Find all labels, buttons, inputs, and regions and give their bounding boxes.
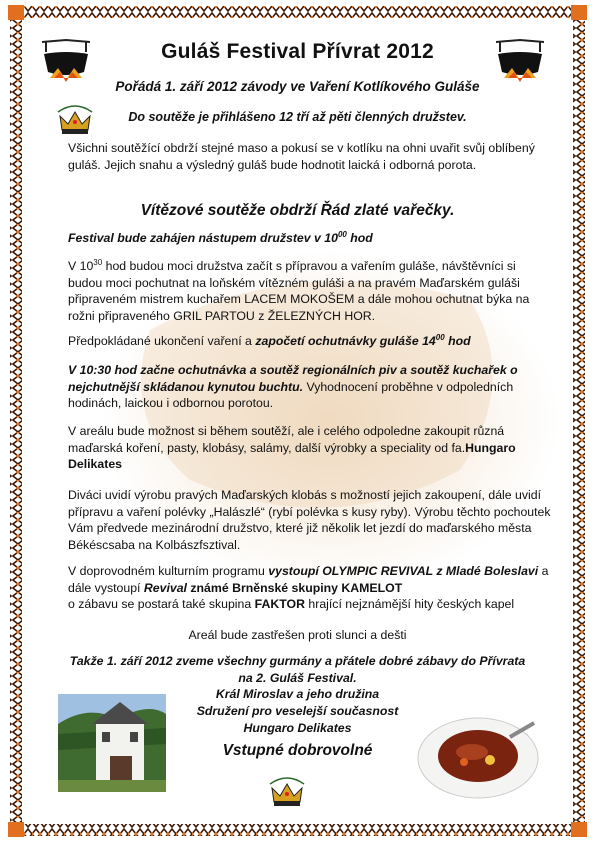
page-title: Guláš Festival Přívrat 2012 — [161, 40, 434, 63]
flyer-content — [40, 0, 555, 842]
organizer-2: Sdružení pro veselejší současnost — [196, 704, 399, 719]
program-paragraph-4: V areálu bude možnost si během soutěží, ale i celého odpoledne zakoupit různá maďarská koření, pasty, klobásy, salámy, další výrobky a speciality od fa.Hungaro Delikates — [68, 424, 516, 472]
program-paragraph-6: V doprovodném kulturním programu vystoupí OLYMPIC REVIVAL z Mladé Boleslavi a dále vystoupí Revival známé Brněnské skupiny KAMELOT o zábavu se postará také skupina FAKTOR hrající nejznámější hity českých kapel — [68, 564, 549, 612]
intro-paragraph: Všichni soutěžící obdrží stejné maso a pokusí se v kotlíku na ohni uvařit svůj oblíbený guláš. Jejich snahu a výsledný guláš bude hodnotit laická i odborná porota. — [68, 141, 535, 172]
closing-invitation — [60, 653, 535, 737]
roof-note: Areál bude zastřešen proti slunci a dešti — [188, 628, 407, 642]
organizer-3: Hungaro Delikates — [243, 720, 352, 735]
award-heading: Vítězové soutěže obdrží Řád zlaté vařečky. — [140, 202, 455, 219]
closing-line-2: na 2. Guláš Festival. — [238, 670, 357, 685]
program-paragraph-5: Diváci uvidí výrobu pravých Maďarských klobás s možností jejich zakoupení, dále uvidí přípravu a vaření polévky „Halászlé“ (rybí polévka s kusy ryby). Výrobu těchto pochoutek Vám předvede mezinárodní družstvo, které již několik let jezdí do maďarského města Békéscsaba na Kolbászfsztival. — [68, 488, 551, 553]
program-paragraph-1: V $10^{30}$ hod budou moci družstva začít s přípravou a vařením guláše, návštěvníci si budou moci pochutnat na loňském vítězném guláši a na pravém Maďarském guláši připraveném mistrem kuchařem LACEM MOKOŠEM a dále mohou ochutnat býka na rožni připraveného GRIL PARTOU z ŽELEZNÝCH HOR. — [68, 257, 530, 324]
closing-line-1: Takže 1. září 2012 zveme všechny gurmány a přátele dobré zábavy do Přívrata — [69, 654, 526, 668]
entry-fee: Vstupné dobrovolné — [222, 742, 373, 759]
organizer-1: Král Miroslav a jeho družina — [215, 687, 380, 702]
program-paragraph-3: V 10:30 hod začne ochutnávka a soutěž regionálních piv a soutěž kuchařek o nejchutnější skládanou kynutou buchtu. Vyhodnocení proběhne v odpoledních hodinách, laickou i odbornou porotou. — [68, 363, 518, 411]
program-paragraph-2: Předpokládané ukončení vaření a započetí ochutnávky guláše $14^{00}$ hod — [68, 332, 471, 348]
event-subtitle: Pořádá 1. září 2012 závody ve Vaření Kotlíkového Guláše — [115, 79, 480, 94]
opening-line: Festival bude zahájen nástupem družstev v $10^{00}$ hod — [68, 229, 373, 245]
registered-teams: Do soutěže je přihlášeno 12 tří až pěti členných družstev. — [128, 110, 467, 124]
